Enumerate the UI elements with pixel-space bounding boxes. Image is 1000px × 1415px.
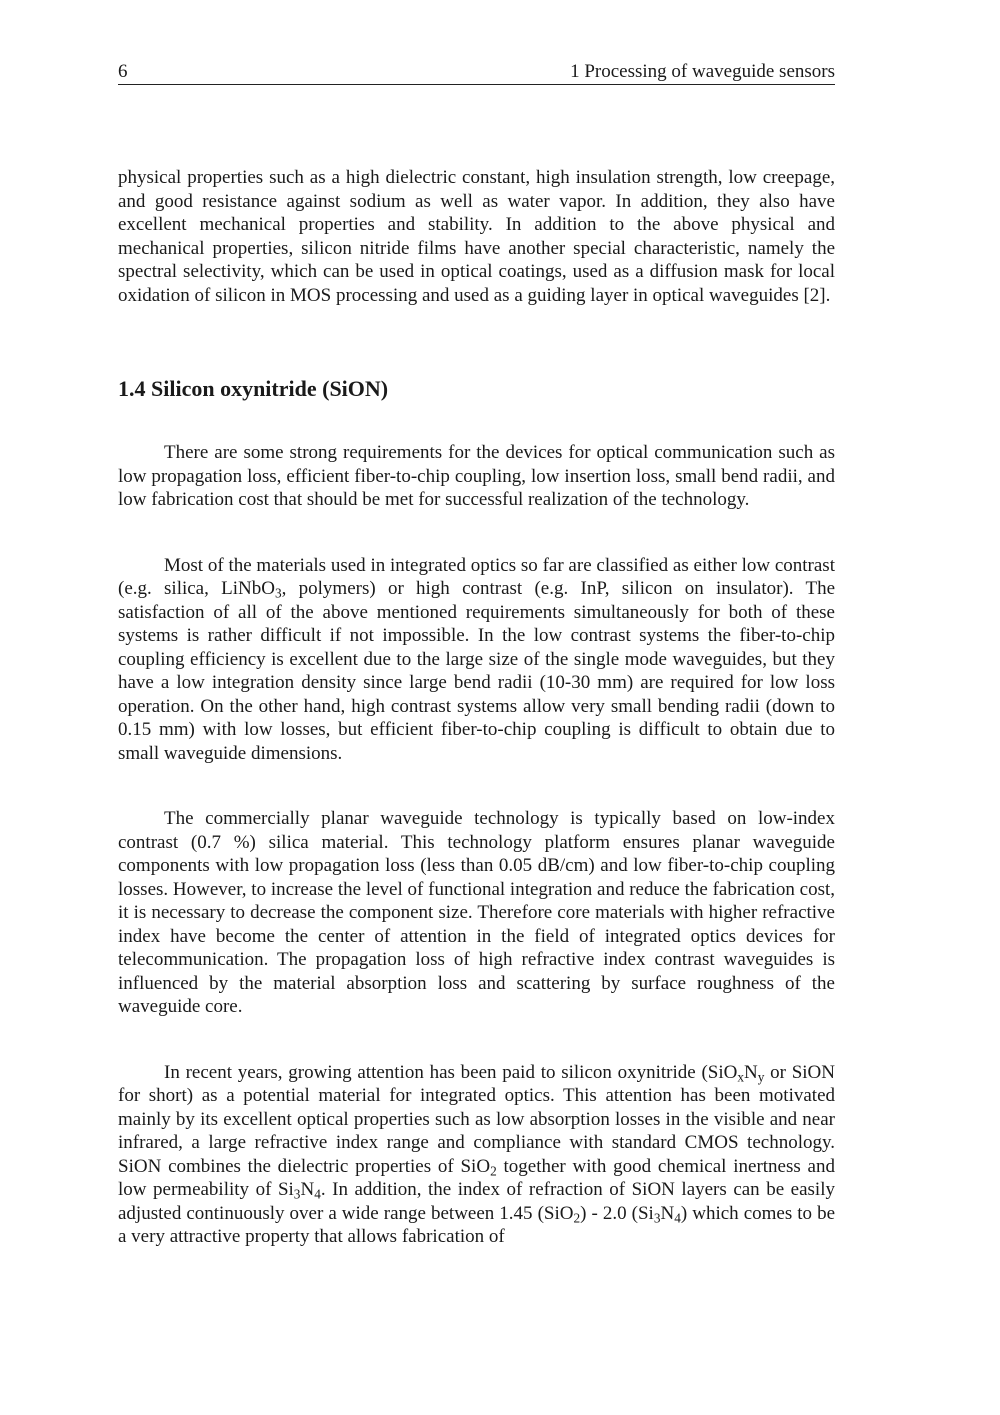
running-title: 1 Processing of waveguide sensors [570,61,835,82]
page-number: 6 [118,61,128,82]
running-header [118,60,835,85]
paragraph-silicon-nitride-continued: physical properties such as a high dielectric constant, high insulation strength, low creepage, and good resistance against sodium as well as water vapor. In addition, they also have excellent mechanical properties and stability. In addition to the above physical and mechanical properties, silicon nitride films have another special characteristic, namely the spectral selectivity, which can be used in optical coatings, used as a diffusion mask for local oxidation of silicon in MOS processing and used as a guiding layer in optical waveguides [2]. [118,167,835,306]
page-body [118,166,835,1249]
paragraph-planar-technology: The commercially planar waveguide technology is typically based on low-index contrast (0.7 %) silica material. This technology platform ensures planar waveguide components with low propagation loss (less than 0.05 dB/cm) and low fiber-to-chip coupling losses. However, to increase the level of functional integration and reduce the fabrication cost, it is necessary to decrease the component size. Therefore core materials with higher refractive index have become the center of attention in the field of integrated optics devices for telecommunication. The propagation loss of high refractive index contrast waveguides is influenced by the material absorption loss and scattering by surface roughness of the waveguide core. [118,808,835,1017]
paragraph-materials-contrast: Most of the materials used in integrated optics so far are classified as either low contrast (e.g. silica, LiNbO$_3$, polymers) or high contrast (e.g. InP, silicon on insulator). The satisfaction of all of the above mentioned requirements simultaneously for both of these systems is rather difficult if not impossible. In the low contrast systems the fiber-to-chip coupling efficiency is excellent due to the large size of the single mode waveguides, but they have a low integration density since large bend radii (10-30 mm) are required for low loss operation. On the other hand, high contrast systems allow very small bending radii (down to 0.15 mm) with low losses, but efficient fiber-to-chip coupling is difficult to obtain due to small waveguide dimensions. [118,554,836,764]
paragraph-requirements: There are some strong requirements for the devices for optical communication such as low propagation loss, efficient fiber-to-chip coupling, low insertion loss, small bend radii, and low fabrication cost that should be met for successful realization of the technology. [118,442,835,510]
paragraph-sion-attention: In recent years, growing attention has been paid to silicon oxynitride ($SiO_xN_y$ or SiON for short) as a potential material for integrated optics. This attention has been motivated mainly by its excellent optical properties such as low absorption losses in the visible and near infrared, a large refractive index range and compliance with standard CMOS technology. SiON combines the dielectric properties of SiO$_2$ together with good chemical inertness and low permeability of $Si_3N_4$. In addition, the index of refraction of SiON layers can be easily adjusted continuously over a wide range between 1.45 (SiO$_2$) - 2.0 $(Si_3N_4)$ which comes to be a very attractive property that allows fabrication of [118,1061,836,1247]
section-heading: 1.4 Silicon oxynitride (SiON) [118,376,389,401]
